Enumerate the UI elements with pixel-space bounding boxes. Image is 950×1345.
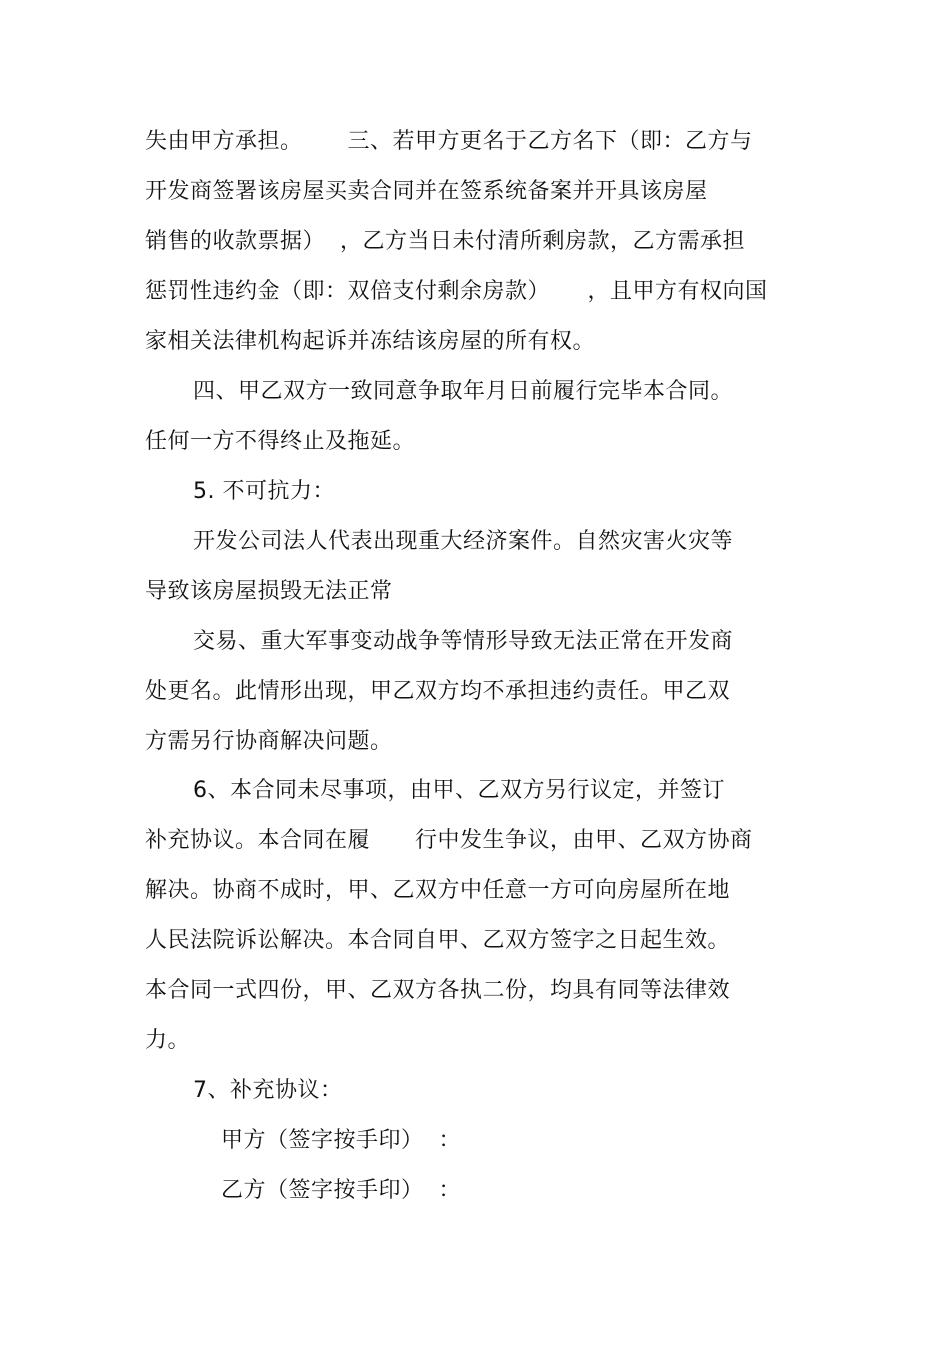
text-line: 处更名。此情形出现，甲乙双方均不承担违约责任。甲乙双 <box>145 679 731 704</box>
text-line: 失由甲方承担。 三、若甲方更名于乙方名下（即：乙方与 <box>145 129 753 154</box>
clause-7-heading: 7、补充协议： <box>193 1078 343 1103</box>
text-line: 惩罚性违约金（即：双倍支付剩余房款） ，且甲方有权向国 <box>145 279 768 304</box>
clause-4-heading: 四、甲乙双方一致同意争取年月日前履行完毕本合同。 <box>193 379 734 404</box>
text-line: 家相关法律机构起诉并冻结该房屋的所有权。 <box>145 329 596 354</box>
text-line: 解决。协商不成时，甲、乙双方中任意一方可向房屋所在地 <box>145 878 731 903</box>
text-line: 补充协议。本合同在履 行中发生争议，由甲、乙双方协商 <box>145 828 753 853</box>
text-line: 交易、重大军事变动战争等情形导致无法正常在开发商 <box>193 629 734 654</box>
text-line: 开发商签署该房屋买卖合同并在签系统备案并开具该房屋 <box>145 179 708 204</box>
text-line: 人民法院诉讼解决。本合同自甲、乙双方签字之日起生效。 <box>145 928 731 953</box>
text-line: 导致该房屋损毁无法正常 <box>145 579 393 604</box>
text-line: 任何一方不得终止及拖延。 <box>145 429 416 454</box>
clause-5-heading: 5. 不可抗力： <box>193 479 335 504</box>
text-line: 力。 <box>145 1028 191 1053</box>
text-line: 销售的收款票据） ，乙方当日未付清所剩房款，乙方需承担 <box>145 229 745 254</box>
party-b-signature-line: 乙方（签字按手印） ： <box>221 1178 461 1203</box>
text-line: 开发公司法人代表出现重大经济案件。自然灾害火灾等 <box>193 529 734 554</box>
clause-6-heading: 6、本合同未尽事项，由甲、乙双方另行议定，并签订 <box>193 778 725 803</box>
text-line: 本合同一式四份，甲、乙双方各执二份，均具有同等法律效 <box>145 978 731 1003</box>
text-line: 方需另行协商解决问题。 <box>145 729 393 754</box>
party-a-signature-line: 甲方（签字按手印） ： <box>221 1128 461 1153</box>
